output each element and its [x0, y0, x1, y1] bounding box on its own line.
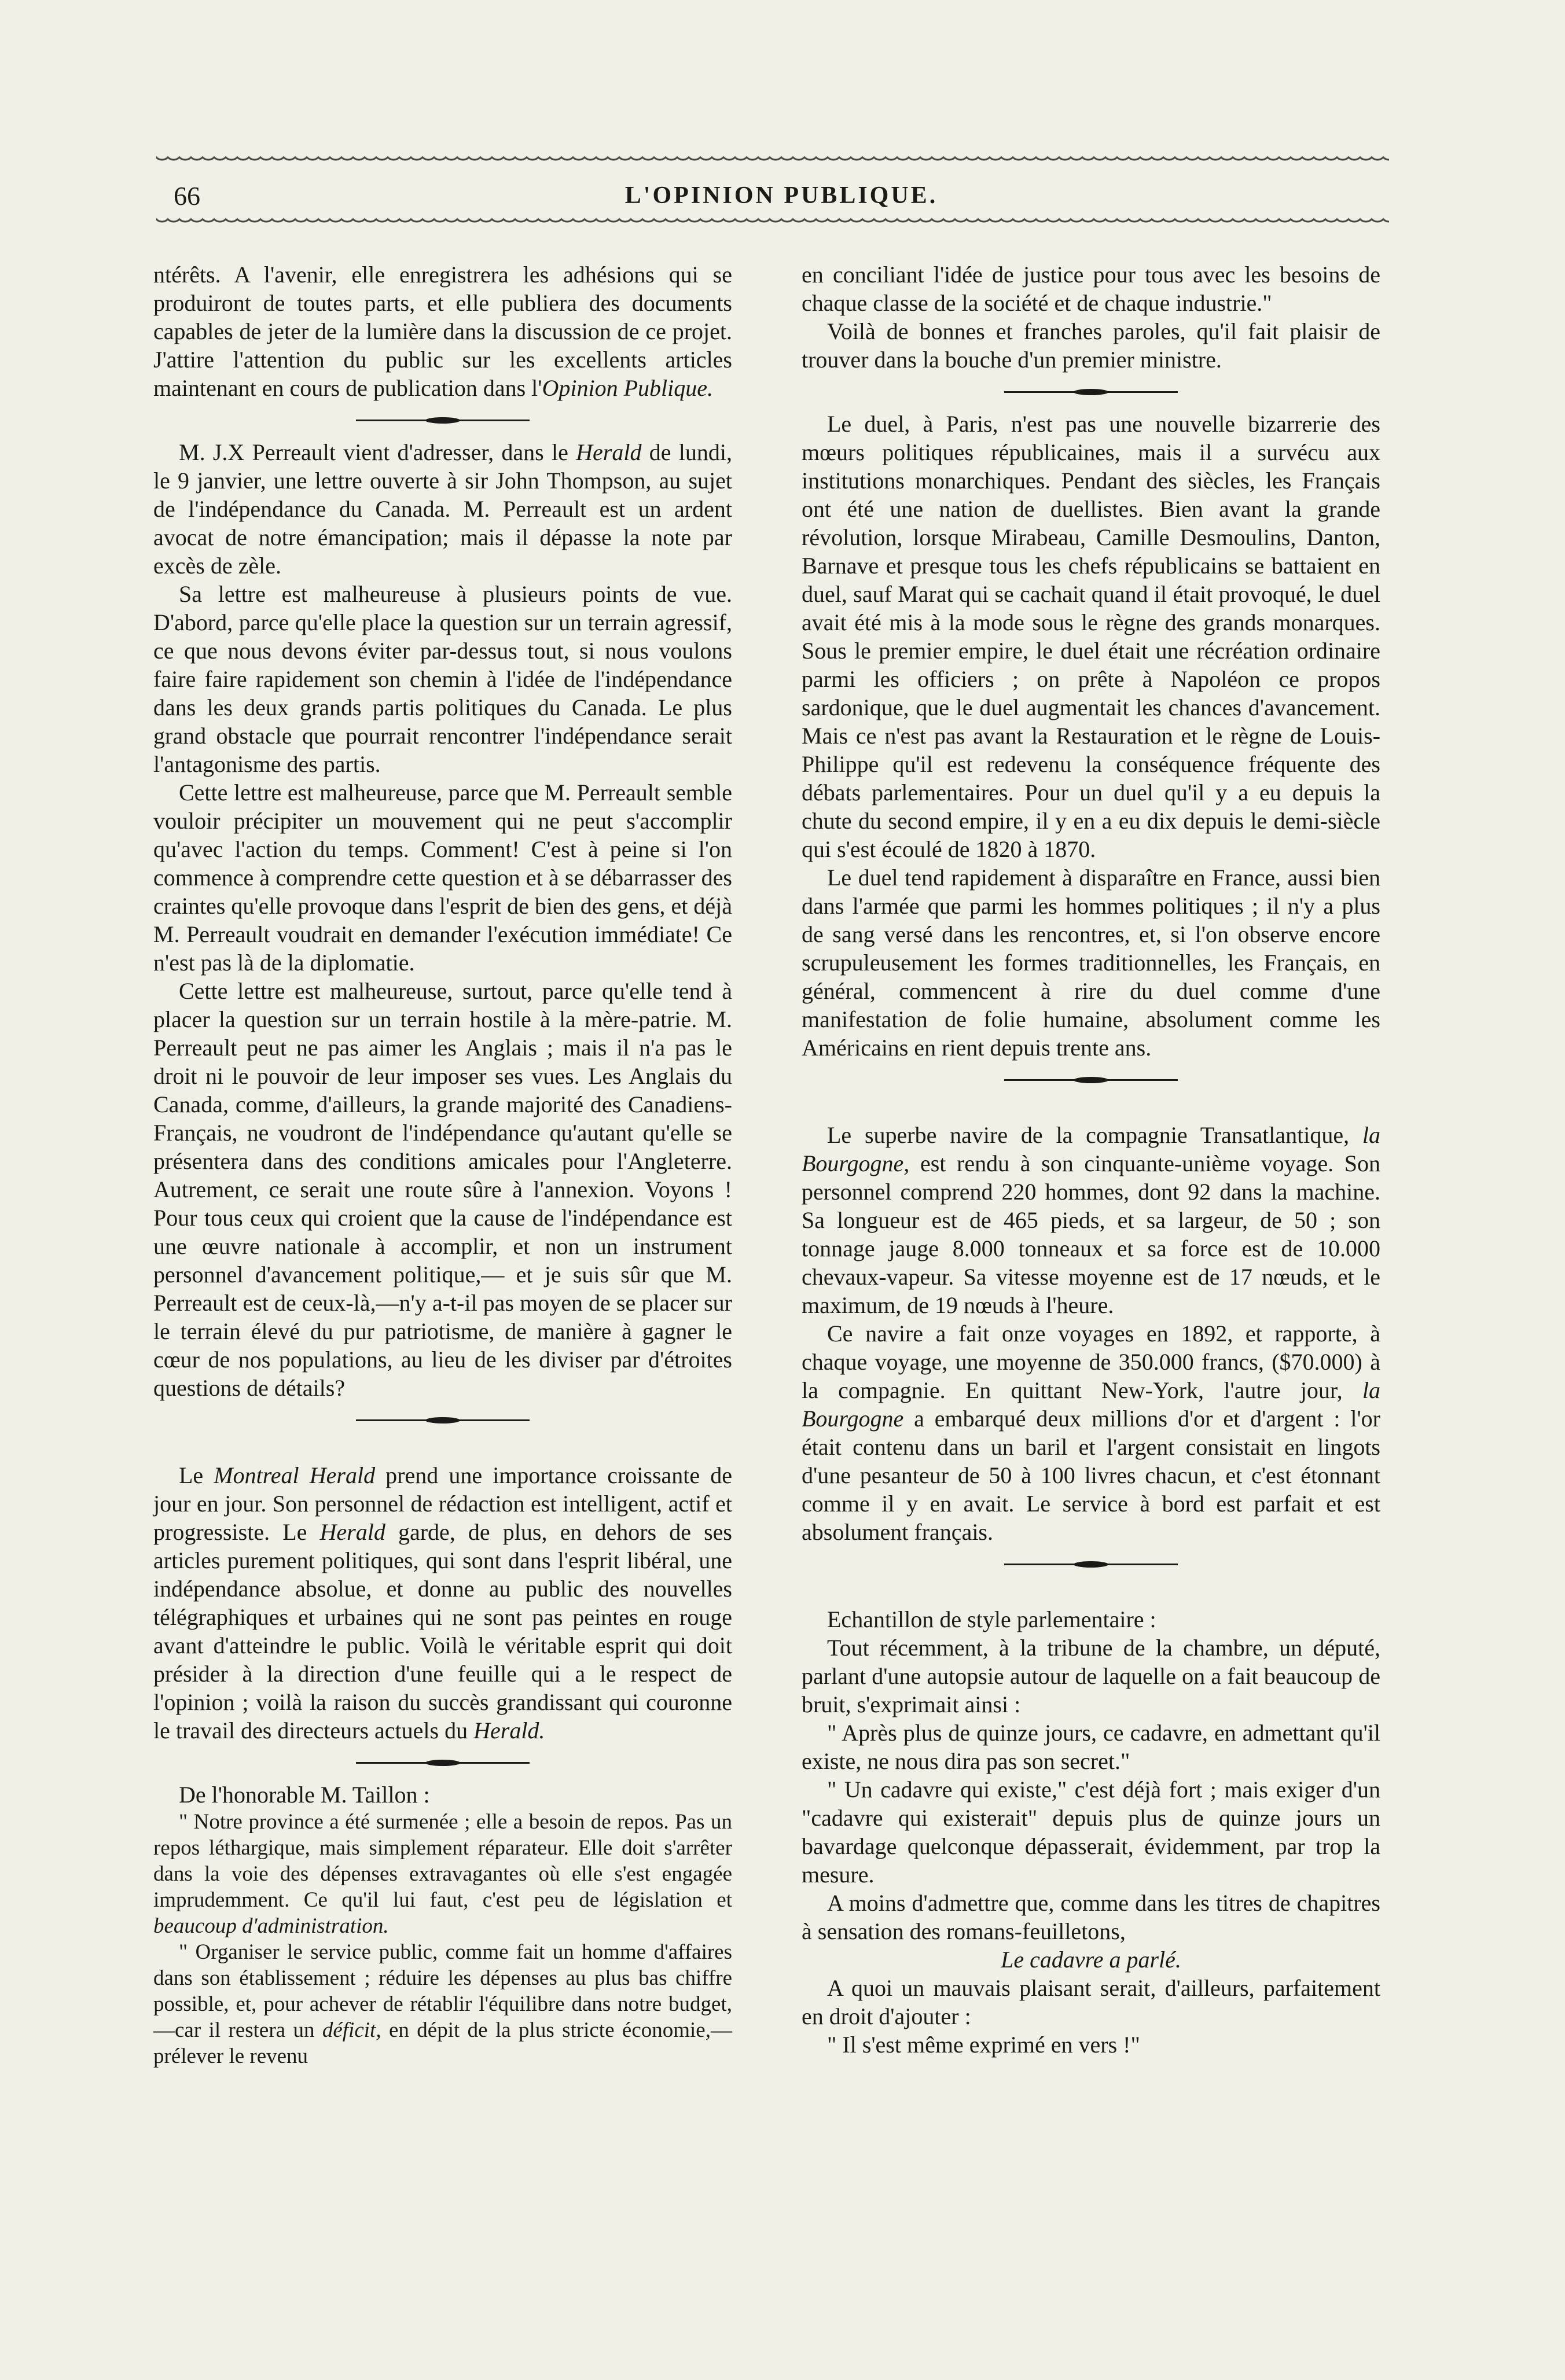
article-paragraph: Le duel, à Paris, n'est pas une nouvelle bizarrerie des mœurs politiques républicaines, mais il a survécu aux institutions monarchiques. Pendant des siècles, les Français ont été une nation de duellistes. Bien avant la grande révolution, lorsque Mirabeau, Camille Desmoulins, Danton, Barnave et presque tous les chefs républicains se battaient en duel, sauf Marat qui se cachait quand il était provoqué, le duel avait été mis à la mode sous le règne des grands monarques. Sous le premier empire, le duel était une récréation ordinaire parmi les officiers ; on prête à Napoléon ce propos sardonique, que le duel augmentait les chances d'avancement. Mais ce n'est pas avant la Restauration et le règne de Louis-Philippe qu'il est redevenu la conséquence fréquente des débats parlementaires. Pour un duel qu'il y a eu depuis la chute du second empire, il y en a eu dix depuis le demi-siècle qui s'est écoulé de 1820 à 1870. — [802, 411, 1380, 862]
article-paragraph: Sa lettre est malheureuse à plusieurs points de vue. D'abord, parce qu'elle place la question sur un terrain agressif, ce que nous devons éviter par-dessus tout, si nous voulons faire faire rapidement son chemin à l'idée de l'indépendance dans les deux grands partis politiques du Canada. Le plus grand obstacle que pourrait rencontrer l'indépendance serait l'antagonisme des partis. — [153, 581, 732, 777]
section-separator — [153, 1402, 732, 1438]
article-paragraph: Cette lettre est malheureuse, parce que M. Perreault semble vouloir précipiter un mouvement qui ne peut s'accomplir qu'avec l'action du temps. Comment! C'est à peine si l'on commence à comprendre cette question et à se débarrasser des craintes qu'elle provoque dans l'esprit de bien des gens, et déjà M. Perreault voudrait en demander l'exécution immédiate! Ce n'est pas là de la diplomatie. — [153, 779, 732, 976]
header-ornament-top — [156, 155, 1389, 170]
article-paragraph: M. J.X Perreault vient d'adresser, dans le Herald de lundi, le 9 janvier, une lettre ouverte à sir John Thompson, au sujet de l'indépendance du Canada. M. Perreault est un ardent avocat de notre émancipation; mais il dépasse la note par excès de zèle. — [153, 439, 733, 579]
article-paragraph: en conciliant l'idée de justice pour tous avec les besoins de chaque classe de la société et de chaque industrie." — [802, 262, 1380, 316]
article-paragraph: Le Montreal Herald prend une importance croissante de jour en jour. Son personnel de rédaction est intelligent, actif et progressiste. Le Herald garde, de plus, en dehors de ses articles purement politiques, qui sont dans l'esprit libéral, une indépendance absolue, et donne au public des nouvelles télégraphiques et urbaines qui ne sont pas peintes en rouge avant d'atteindre le public. Voilà le véritable esprit qui doit présider à la direction d'une feuille qui a le respect de l'opinion ; voilà la raison du succès grandissant qui couronne le travail des directeurs actuels du Herald. — [153, 1462, 733, 1743]
article-paragraph: Ce navire a fait onze voyages en 1892, et rapporte, à chaque voyage, une moyenne de 350.000 francs, ($70.000) à la compagnie. En quittant New-York, l'autre jour, la Bourgogne a embarqué deux millions d'or et d'argent : l'or était contenu dans un baril et l'argent consistait en lingots d'une pesanteur de 50 à 100 livres chacun, et c'est étonnant comme il y en avait. Le service à bord est parfait et est absolument français. — [802, 1320, 1380, 1545]
article-paragraph: Le superbe navire de la compagnie Transatlantique, la Bourgogne, est rendu à son cinquante-unième voyage. Son personnel comprend 220 hommes, dont 92 dans la machine. Sa longueur est de 465 pieds, et sa largeur, de 50 ; son tonnage jauge 8.000 tonneaux et sa force est de 10.000 chevaux-vapeur. Sa vitesse moyenne est de 17 nœuds, et le maximum, de 19 nœuds à l'heure. — [802, 1122, 1380, 1318]
quote-paragraph: " Organiser le service public, comme fait un homme d'affaires dans son établissement ; réduire les dépenses au plus bas chiffre possible, et, pour achever de rétablir l'équilibre dans notre budget,—car il restera un déficit, en dépit de la plus stricte économie,—prélever le revenu — [153, 1940, 732, 2068]
article-paragraph: Le duel tend rapidement à disparaître en France, aussi bien dans l'armée que parmi les hommes politiques ; il n'y a plus de sang versé dans les rencontres, et, si l'on observe encore scrupuleusement les formes traditionnelles, les Français, en général, commencent à rire du duel comme d'une manifestation de folie humaine, absolument comme les Américains en rient depuis trente ans. — [802, 865, 1380, 1061]
article-paragraph: ntérêts. A l'avenir, elle enregistrera les adhésions qui se produiront de toutes parts, et elle publiera des documents capables de jeter de la lumière dans la discussion de ce projet. J'attire l'attention du public sur les excellents articles maintenant en cours de publication dans l'Opinion Publique. — [153, 262, 732, 401]
article-paragraph: " Un cadavre qui existe," c'est déjà fort ; mais exiger d'un "cadavre qui existerait" depuis plus de quinze jours un bavardage quelconque dépasserait, évidemment, par trop la mesure. — [802, 1776, 1380, 1888]
section-separator — [153, 1745, 732, 1781]
journal-title: L'OPINION PUBLIQUE. — [624, 182, 938, 209]
article-paragraph: " Après plus de quinze jours, ce cadavre, en admettant qu'il existe, ne nous dira pas son secret." — [802, 1720, 1380, 1774]
quote-paragraph: " Notre province a été surmenée ; elle a besoin de repos. Pas un repos léthargique, mais simplement réparateur. Elle doit s'arrêter dans la voie des dépenses extravagantes où elle s'est engagée imprudemment. Ce qu'il lui faut, c'est peu de législation et beaucoup d'administration. — [153, 1810, 732, 1938]
article-paragraph: A quoi un mauvais plaisant serait, d'ailleurs, parfaitement en droit d'ajouter : — [802, 1975, 1380, 2029]
section-separator — [153, 402, 732, 438]
article-paragraph: " Il s'est même exprimé en vers !" — [827, 2032, 1140, 2058]
article-paragraph: Tout récemment, à la tribune de la chambre, un député, parlant d'une autopsie autour de laquelle on a fait beaucoup de bruit, s'exprimait ainsi : — [802, 1635, 1380, 1717]
article-paragraph: A moins d'admettre que, comme dans les titres de chapitres à sensation des romans-feuilletons, — [802, 1890, 1380, 1944]
section-separator — [802, 1546, 1380, 1582]
section-separator — [802, 1062, 1380, 1098]
section-separator — [802, 374, 1380, 410]
article-paragraph: De l'honorable M. Taillon : — [179, 1782, 430, 1808]
page-header — [174, 181, 1389, 215]
article-paragraph: Voilà de bonnes et franches paroles, qu'il fait plaisir de trouver dans la bouche d'un premier ministre. — [802, 318, 1380, 373]
left-column — [153, 260, 732, 2069]
article-paragraph: Echantillon de style parlementaire : — [827, 1606, 1156, 1632]
italic-heading: Le cadavre a parlé. — [1001, 1947, 1181, 1973]
right-column — [802, 260, 1380, 2059]
article-paragraph: Cette lettre est malheureuse, surtout, parce qu'elle tend à placer la question sur un terrain hostile à la mère-patrie. M. Perreault peut ne pas aimer les Anglais ; mais il n'a pas le droit ni le pouvoir de leur imposer ses vues. Les Anglais du Canada, comme, d'ailleurs, la grande majorité des Canadiens-Français, ne voudront de l'indépendance qu'autant qu'elle se présentera dans des conditions amicales pour l'Angleterre. Autrement, ce serait une route sûre à l'annexion. Voyons ! Pour tous ceux qui croient que la cause de l'indépendance est une œuvre nationale à accomplir, et non un instrument personnel d'avancement politique,— et je suis sûr que M. Perreault est de ceux-là,—n'y a-t-il pas moyen de se placer sur le terrain élevé du pur patriotisme, de manière à gagner le cœur de nos populations, au lieu de les diviser par d'étroites questions de détails? — [153, 978, 732, 1401]
header-ornament-bottom — [156, 217, 1389, 232]
page-number: 66 — [174, 181, 200, 211]
